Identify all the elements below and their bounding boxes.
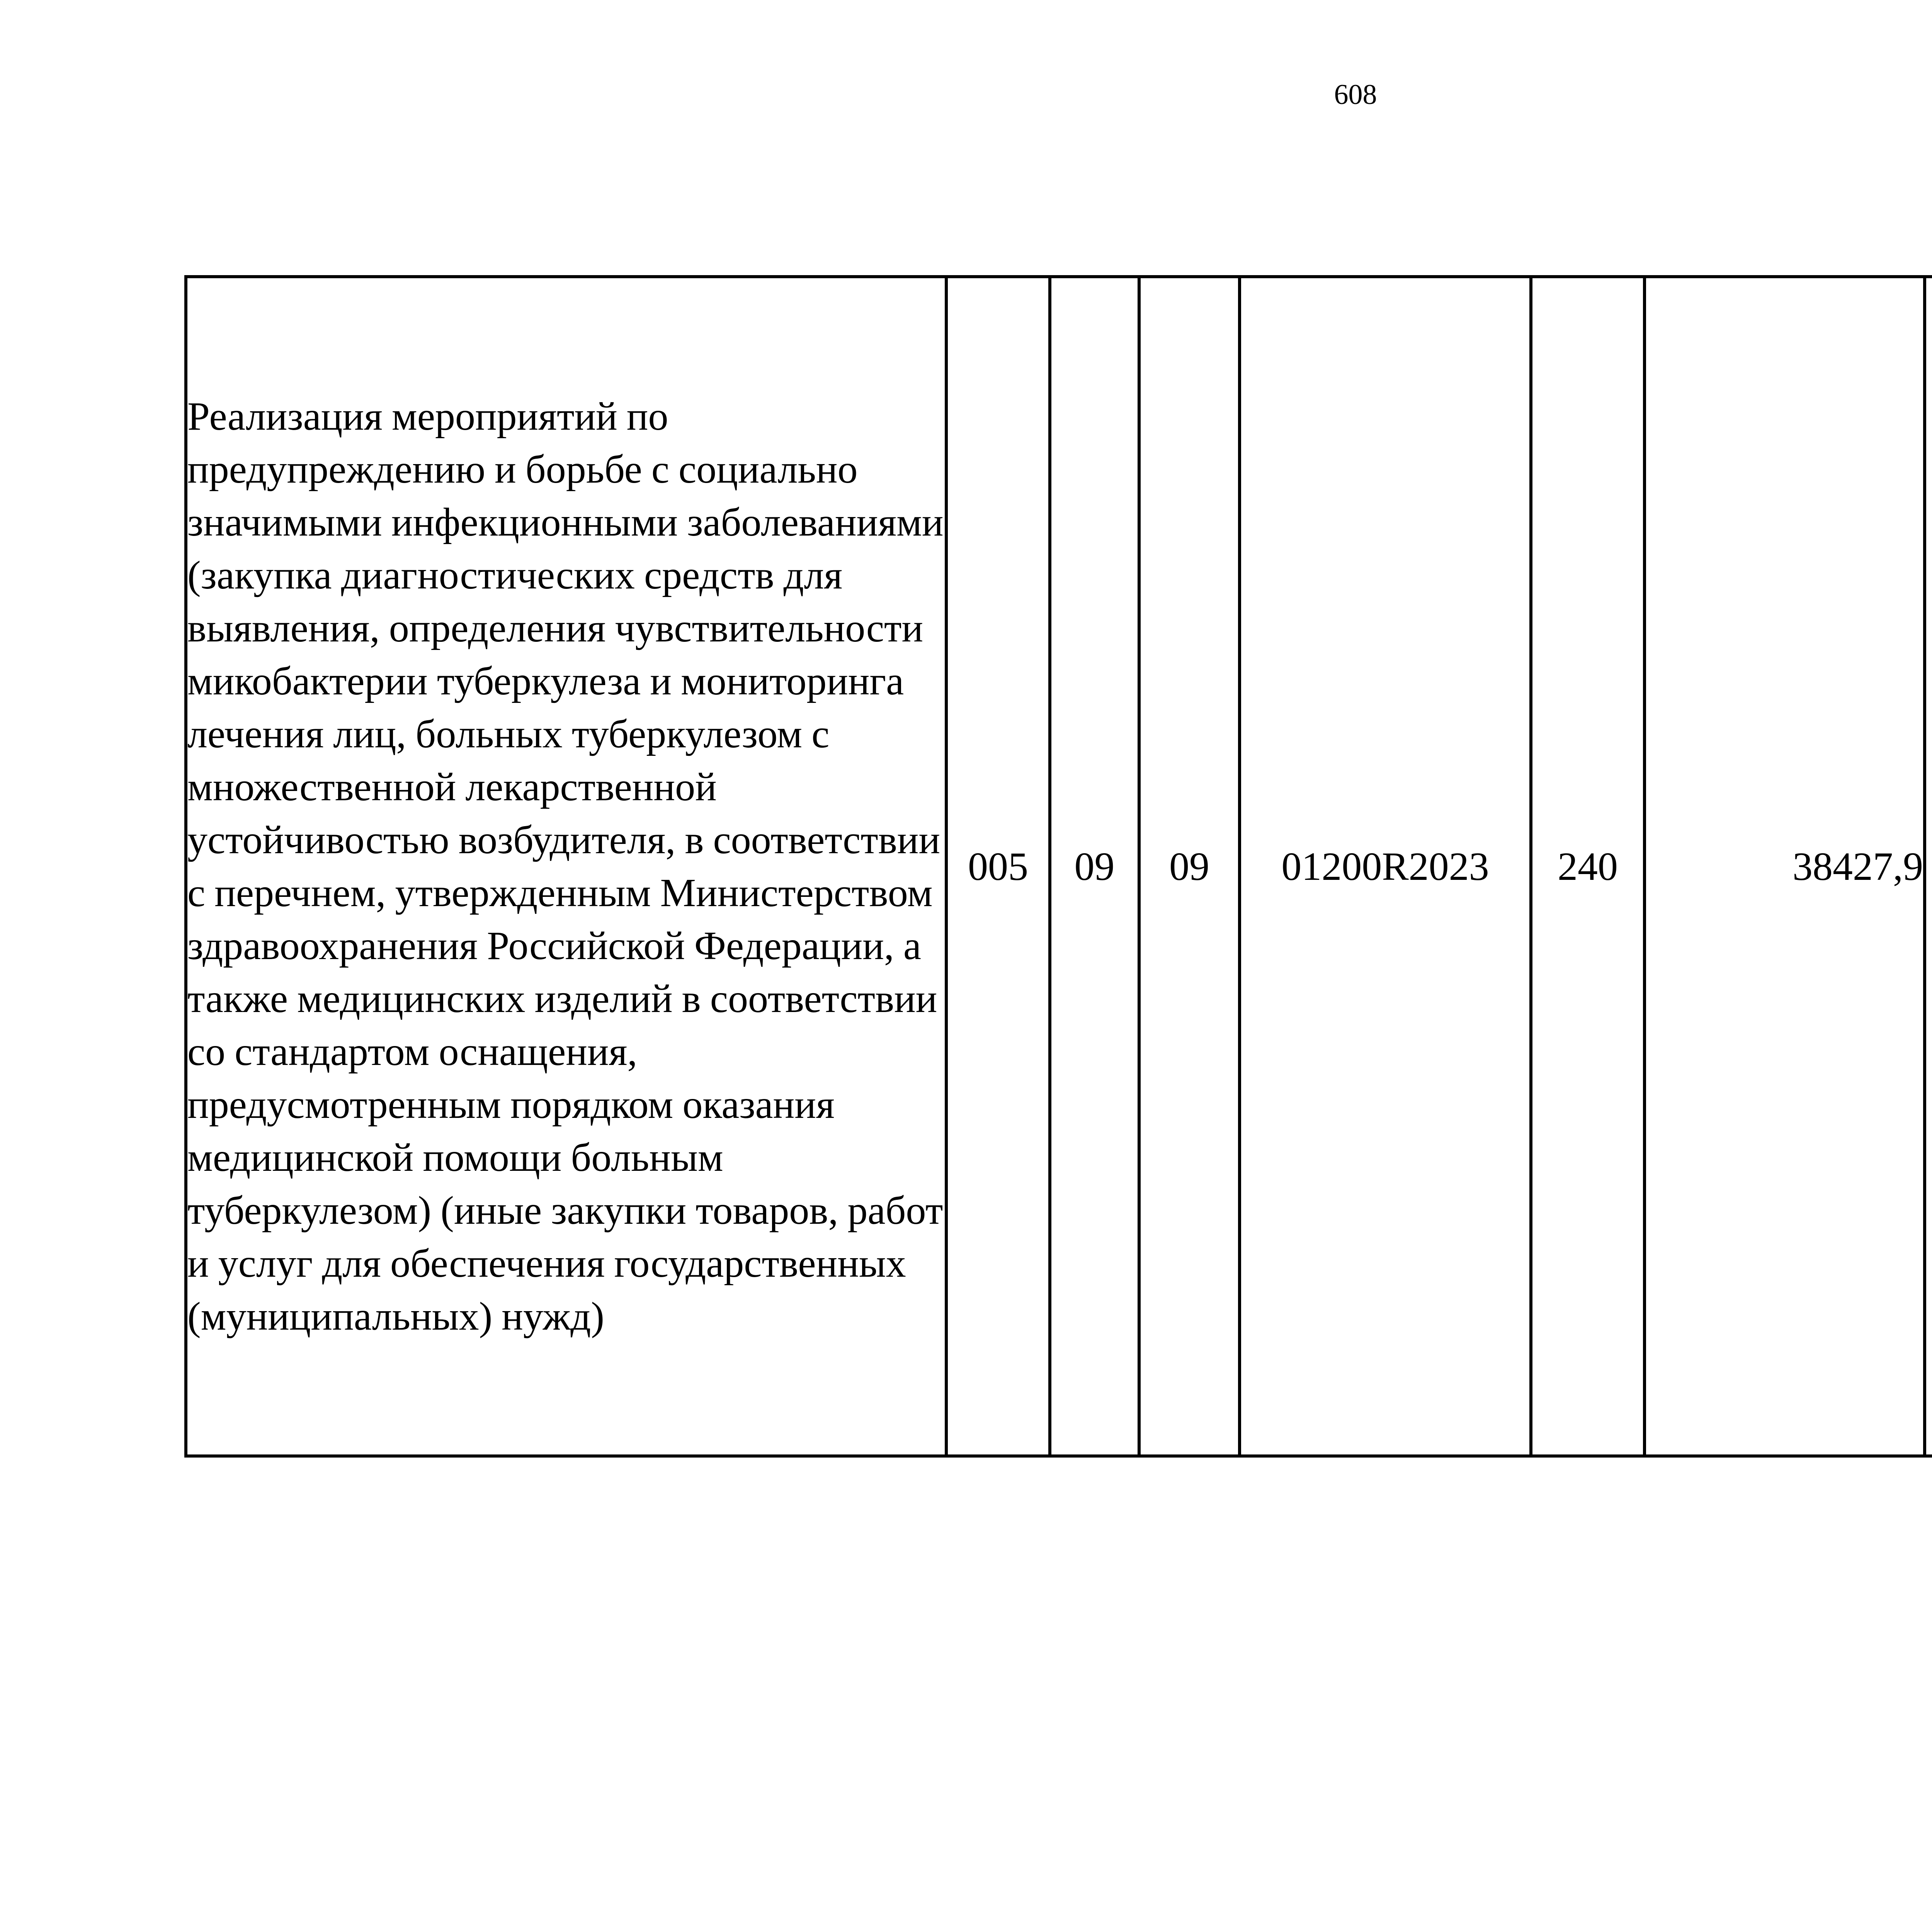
subsection-code: 09 <box>1139 277 1240 1456</box>
page-number: 608 <box>1334 79 1377 111</box>
ministry-code: 005 <box>946 277 1050 1456</box>
budget-table <box>184 275 1932 1458</box>
target-article-code: 01200R2023 <box>1240 277 1531 1456</box>
table-row <box>186 277 1932 1456</box>
expense-type-code: 240 <box>1531 277 1645 1456</box>
section-code: 09 <box>1050 277 1139 1456</box>
amount-2 <box>1925 277 1932 1456</box>
expense-description: Реализация мероприятий по предупреждению и борьбе с социально значимыми инфекционными заболеваниями (закупка диагностических средств для выявления, определения чувствительности микобактерии туберкулеза и мониторинга лечения лиц, больных туберкулезом с множественной лекарственной устойчивостью возбудителя, в соответствии с перечнем, утвержденным Министерством здравоохранения Российской Федерации, а также медицинских изделий в соответствии со стандартом оснащения, предусмотренным порядком оказания медицинской помощи больным туберкулезом) (иные закупки товаров, работ и услуг для обеспечения государственных (муниципальных) нужд) <box>186 277 946 1456</box>
amount-1: 38427,9 <box>1645 277 1925 1456</box>
